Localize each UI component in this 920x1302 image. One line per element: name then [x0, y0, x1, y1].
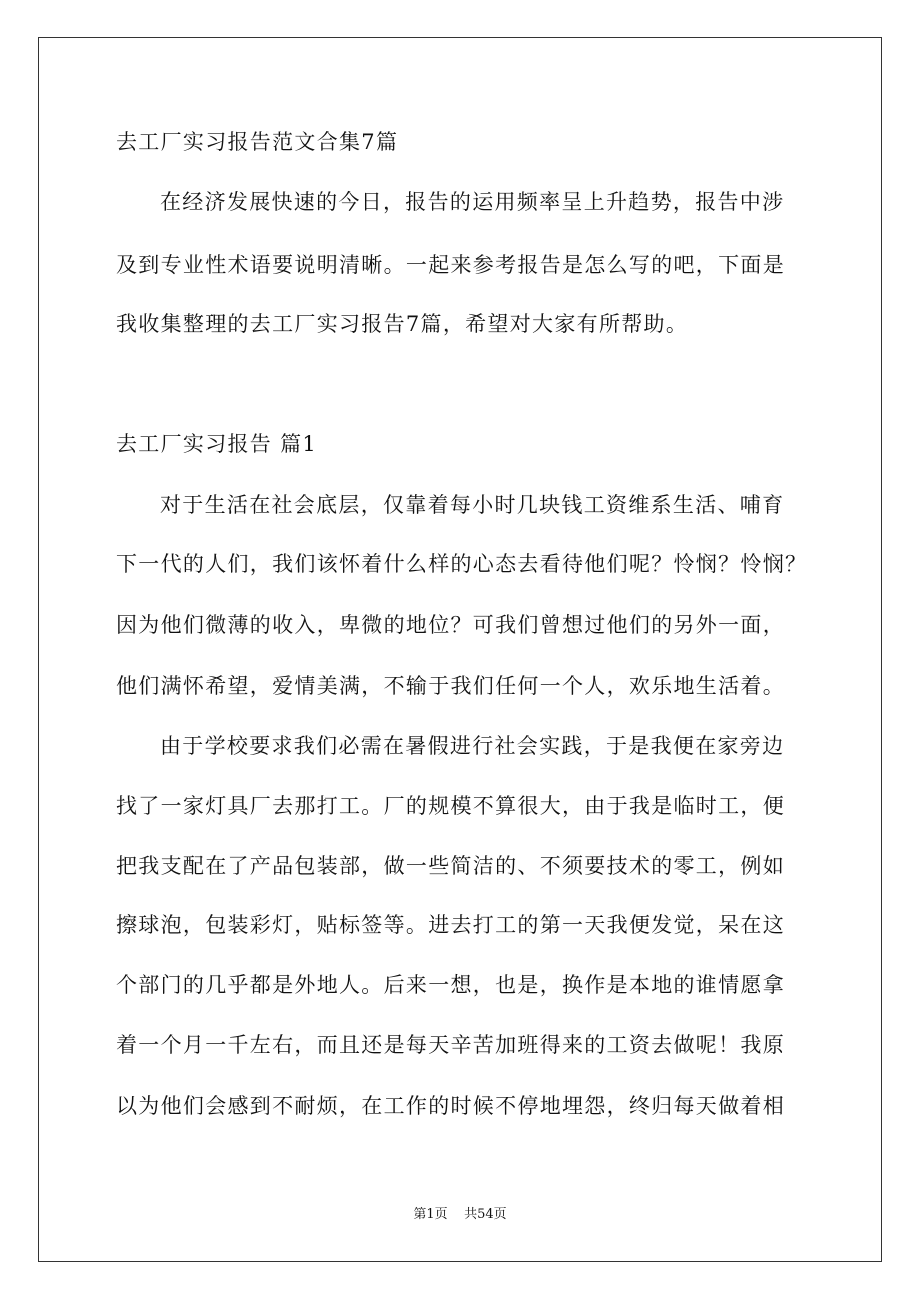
paragraph2-line-7: 以为他们会感到不耐烦，在工作的时候不停地埋怨，终归每天做着相: [116, 1094, 785, 1118]
paragraph2-line-4: 擦球泡，包装彩灯，贴标签等。进去打工的第一天我便发觉，呆在这: [116, 913, 785, 937]
paragraph2-line-1: 由于学校要求我们必需在暑假进行社会实践，于是我便在家旁边: [160, 734, 785, 758]
intro-line-3: 我收集整理的去工厂实习报告7篇，希望对大家有所帮助。: [116, 312, 689, 336]
document-title: 去工厂实习报告范文合集7篇: [116, 130, 399, 154]
paragraph2-line-2: 找了一家灯具厂去那打工。厂的规模不算很大，由于我是临时工，便: [116, 794, 785, 818]
paragraph2-line-6: 着一个月一千左右，而且还是每天辛苦加班得来的工资去做呢！我原: [116, 1033, 785, 1057]
paragraph2-line-5: 个部门的几乎都是外地人。后来一想，也是，换作是本地的谁情愿拿: [116, 973, 785, 997]
paragraph2-line-3: 把我支配在了产品包装部，做一些简洁的、不须要技术的零工，例如: [116, 854, 785, 878]
page-border: [38, 37, 882, 1262]
paragraph1-line-2: 下一代的人们，我们该怀着什么样的心态去看待他们呢？怜悯？怜悯？: [116, 552, 808, 576]
paragraph1-line-4: 他们满怀希望，爱情美满，不输于我们任何一个人，欢乐地生活着。: [116, 674, 785, 698]
section-heading: 去工厂实习报告 篇1: [116, 432, 318, 456]
page-total: 共54页: [464, 1207, 507, 1222]
intro-line-2: 及到专业性术语要说明清晰。一起来参考报告是怎么写的吧，下面是: [116, 253, 785, 277]
page-number: 第1页: [413, 1207, 448, 1222]
paragraph1-line-3: 因为他们微薄的收入，卑微的地位？可我们曾想过他们的另外一面，: [116, 613, 785, 637]
intro-line-1: 在经济发展快速的今日，报告的运用频率呈上升趋势，报告中涉: [160, 190, 785, 214]
paragraph1-line-1: 对于生活在社会底层，仅靠着每小时几块钱工资维系生活、哺育: [160, 493, 785, 517]
page-footer: [0, 1206, 920, 1224]
